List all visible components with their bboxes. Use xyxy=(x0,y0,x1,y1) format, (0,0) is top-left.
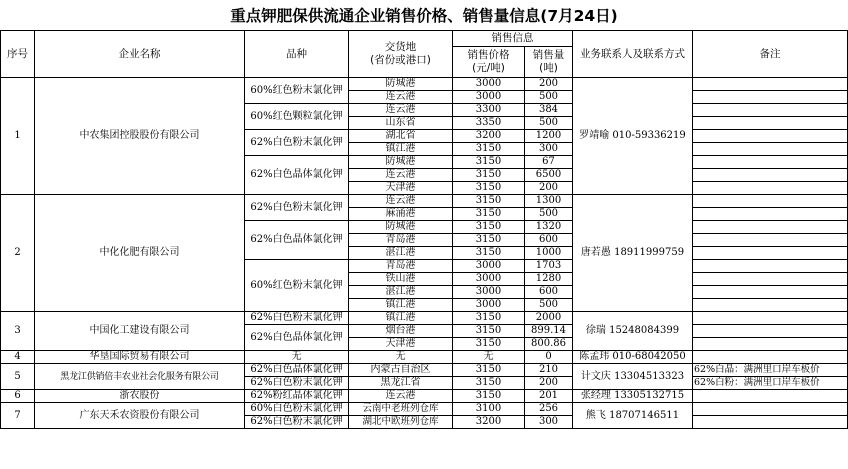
note-cell xyxy=(693,117,848,130)
note-cell xyxy=(693,312,848,325)
product-name: 62%白色粉末氯化钾 xyxy=(245,416,349,429)
table-row xyxy=(1,195,848,208)
header-delivery-line2: (省份或港口) xyxy=(370,54,431,66)
sales-volume: 384 xyxy=(525,104,573,117)
sales-volume: 0 xyxy=(525,351,573,364)
note-cell xyxy=(693,208,848,221)
sales-volume: 600 xyxy=(525,286,573,299)
table-row xyxy=(1,364,848,377)
sales-volume: 1703 xyxy=(525,260,573,273)
sales-volume: 200 xyxy=(525,377,573,390)
sales-price: 3350 xyxy=(453,117,525,130)
sales-price: 3100 xyxy=(453,403,525,416)
sales-price: 3150 xyxy=(453,182,525,195)
sales-volume: 2000 xyxy=(525,312,573,325)
sales-price: 3150 xyxy=(453,143,525,156)
sales-price: 3000 xyxy=(453,260,525,273)
sales-price: 3000 xyxy=(453,273,525,286)
delivery-place: 连云港 xyxy=(349,104,453,117)
note-cell xyxy=(693,195,848,208)
note-cell xyxy=(693,247,848,260)
contact-info: 计文庆 13304513323 xyxy=(573,364,693,390)
sales-price: 3000 xyxy=(453,299,525,312)
company-name: 中化化肥有限公司 xyxy=(35,195,245,312)
delivery-place: 连云港 xyxy=(349,169,453,182)
note-cell xyxy=(693,351,848,364)
header-volume xyxy=(525,47,573,78)
sales-price: 3150 xyxy=(453,247,525,260)
sales-volume: 256 xyxy=(525,403,573,416)
company-seq: 2 xyxy=(1,195,35,312)
sales-price: 3150 xyxy=(453,312,525,325)
delivery-place: 烟台港 xyxy=(349,325,453,338)
note-cell xyxy=(693,390,848,403)
header-product: 品种 xyxy=(245,31,349,78)
delivery-place: 湛江港 xyxy=(349,286,453,299)
header-price-line2: (元/吨) xyxy=(472,62,505,74)
sales-price: 3150 xyxy=(453,169,525,182)
company-seq: 4 xyxy=(1,351,35,364)
note-cell: 62%白晶：满洲里口岸车板价 xyxy=(693,364,848,377)
company-seq: 7 xyxy=(1,403,35,429)
sales-price: 3200 xyxy=(453,416,525,429)
header-delivery-line1: 交货地 xyxy=(384,41,417,53)
delivery-place: 镇江港 xyxy=(349,299,453,312)
company-seq: 3 xyxy=(1,312,35,351)
product-name: 62%粉红晶体氯化钾 xyxy=(245,390,349,403)
company-seq: 6 xyxy=(1,390,35,403)
sales-price: 3200 xyxy=(453,130,525,143)
company-name: 中农集团控股股份有限公司 xyxy=(35,78,245,195)
header-volume-line1: 销售量 xyxy=(532,49,565,61)
sales-volume: 1200 xyxy=(525,130,573,143)
sales-volume: 899.14 xyxy=(525,325,573,338)
company-name: 广东天禾农资股份有限公司 xyxy=(35,403,245,429)
sales-price: 3150 xyxy=(453,377,525,390)
delivery-place: 镇江港 xyxy=(349,143,453,156)
delivery-place: 铁山港 xyxy=(349,273,453,286)
sales-price: 3300 xyxy=(453,104,525,117)
delivery-place: 天津港 xyxy=(349,338,453,351)
sales-price: 3150 xyxy=(453,208,525,221)
sales-price: 3000 xyxy=(453,286,525,299)
product-name: 60%红色颗粒氯化钾 xyxy=(245,104,349,130)
sales-price: 3150 xyxy=(453,221,525,234)
product-name: 62%白色粉末氯化钾 xyxy=(245,195,349,221)
contact-info: 罗靖喻 010-59336219 xyxy=(573,78,693,195)
note-cell xyxy=(693,325,848,338)
sales-volume: 67 xyxy=(525,156,573,169)
sales-price: 3150 xyxy=(453,234,525,247)
table-row xyxy=(1,351,848,364)
delivery-place: 连云港 xyxy=(349,390,453,403)
header-company: 企业名称 xyxy=(35,31,245,78)
sales-volume: 210 xyxy=(525,364,573,377)
note-cell xyxy=(693,286,848,299)
sales-price: 3150 xyxy=(453,325,525,338)
sales-volume: 800.86 xyxy=(525,338,573,351)
delivery-place: 连云港 xyxy=(349,91,453,104)
note-cell xyxy=(693,143,848,156)
sales-volume: 300 xyxy=(525,143,573,156)
header-contact: 业务联系人及联系方式 xyxy=(573,31,693,78)
note-cell xyxy=(693,273,848,286)
sales-price: 3150 xyxy=(453,195,525,208)
delivery-place: 防城港 xyxy=(349,156,453,169)
product-name: 60%红色粉末氯化钾 xyxy=(245,78,349,104)
sales-volume: 500 xyxy=(525,299,573,312)
note-cell: 62%白粉：满洲里口岸车板价 xyxy=(693,377,848,390)
contact-info: 熊飞 18707146511 xyxy=(573,403,693,429)
sales-volume: 200 xyxy=(525,78,573,91)
table-row xyxy=(1,78,848,91)
sales-volume: 500 xyxy=(525,91,573,104)
delivery-place: 防城港 xyxy=(349,78,453,91)
product-name: 62%白色晶体氯化钾 xyxy=(245,364,349,377)
sales-volume: 600 xyxy=(525,234,573,247)
note-cell xyxy=(693,234,848,247)
contact-info: 陈孟玮 010-68042050 xyxy=(573,351,693,364)
sales-price: 3000 xyxy=(453,78,525,91)
contact-info: 张经理 13305132715 xyxy=(573,390,693,403)
delivery-place: 黑龙江省 xyxy=(349,377,453,390)
delivery-place: 麻涌港 xyxy=(349,208,453,221)
sales-price: 3150 xyxy=(453,390,525,403)
company-name: 中国化工建设有限公司 xyxy=(35,312,245,351)
sales-price: 3150 xyxy=(453,156,525,169)
note-cell xyxy=(693,78,848,91)
sales-volume: 1280 xyxy=(525,273,573,286)
product-name: 62%白色粉末氯化钾 xyxy=(245,377,349,390)
delivery-place: 防城港 xyxy=(349,221,453,234)
company-name: 浙农股份 xyxy=(35,390,245,403)
product-name: 62%白色晶体氯化钾 xyxy=(245,156,349,195)
note-cell xyxy=(693,221,848,234)
company-name: 黑龙江供销倍丰农业社会化服务有限公司 xyxy=(35,364,245,390)
delivery-place: 山东省 xyxy=(349,117,453,130)
product-name: 60%白色粉末氯化钾 xyxy=(245,403,349,416)
sales-price: 3150 xyxy=(453,338,525,351)
delivery-place: 湖北中欧班列仓库 xyxy=(349,416,453,429)
note-cell xyxy=(693,416,848,429)
header-seq: 序号 xyxy=(1,31,35,78)
product-name: 60%红色粉末氯化钾 xyxy=(245,260,349,312)
sales-volume: 201 xyxy=(525,390,573,403)
table-row xyxy=(1,312,848,325)
sales-price: 3000 xyxy=(453,91,525,104)
header-price-line1: 销售价格 xyxy=(467,49,510,61)
header-volume-line2: (吨) xyxy=(539,62,558,74)
contact-info: 唐若愚 18911999759 xyxy=(573,195,693,312)
table-row xyxy=(1,390,848,403)
table-row xyxy=(1,403,848,416)
delivery-place: 连云港 xyxy=(349,195,453,208)
delivery-place: 青岛港 xyxy=(349,260,453,273)
note-cell xyxy=(693,338,848,351)
note-cell xyxy=(693,299,848,312)
delivery-place: 镇江港 xyxy=(349,312,453,325)
sales-volume: 500 xyxy=(525,117,573,130)
note-cell xyxy=(693,403,848,416)
delivery-place: 湖北省 xyxy=(349,130,453,143)
sales-price: 3150 xyxy=(453,364,525,377)
note-cell xyxy=(693,156,848,169)
sales-price: 无 xyxy=(453,351,525,364)
note-cell xyxy=(693,104,848,117)
sales-volume: 6500 xyxy=(525,169,573,182)
sales-volume: 1000 xyxy=(525,247,573,260)
delivery-place: 青岛港 xyxy=(349,234,453,247)
note-cell xyxy=(693,182,848,195)
header-price xyxy=(453,47,525,78)
company-seq: 5 xyxy=(1,364,35,390)
sales-volume: 500 xyxy=(525,208,573,221)
company-seq: 1 xyxy=(1,78,35,195)
header-delivery xyxy=(349,31,453,78)
company-name: 华垦国际贸易有限公司 xyxy=(35,351,245,364)
product-name: 62%白色晶体氯化钾 xyxy=(245,221,349,260)
sales-volume: 1300 xyxy=(525,195,573,208)
product-name: 62%白色粉末氯化钾 xyxy=(245,312,349,325)
note-cell xyxy=(693,260,848,273)
table-body xyxy=(1,31,848,429)
sales-table xyxy=(0,30,848,429)
delivery-place: 内蒙古自治区 xyxy=(349,364,453,377)
sales-volume: 1320 xyxy=(525,221,573,234)
product-name: 62%白色晶体氯化钾 xyxy=(245,325,349,351)
header-sales-info: 销售信息 xyxy=(453,31,573,47)
sheet-title: 重点钾肥保供流通企业销售价格、销售量信息(7月24日) xyxy=(230,7,618,25)
delivery-place: 无 xyxy=(349,351,453,364)
delivery-place: 云南中老班列仓库 xyxy=(349,403,453,416)
delivery-place: 天津港 xyxy=(349,182,453,195)
contact-info: 徐瑞 15248084399 xyxy=(573,312,693,351)
sales-volume: 200 xyxy=(525,182,573,195)
sales-volume: 300 xyxy=(525,416,573,429)
note-cell xyxy=(693,169,848,182)
product-name: 62%白色粉末氯化钾 xyxy=(245,130,349,156)
delivery-place: 湛江港 xyxy=(349,247,453,260)
header-notes: 备注 xyxy=(693,31,848,78)
note-cell xyxy=(693,91,848,104)
note-cell xyxy=(693,130,848,143)
product-name: 无 xyxy=(245,351,349,364)
